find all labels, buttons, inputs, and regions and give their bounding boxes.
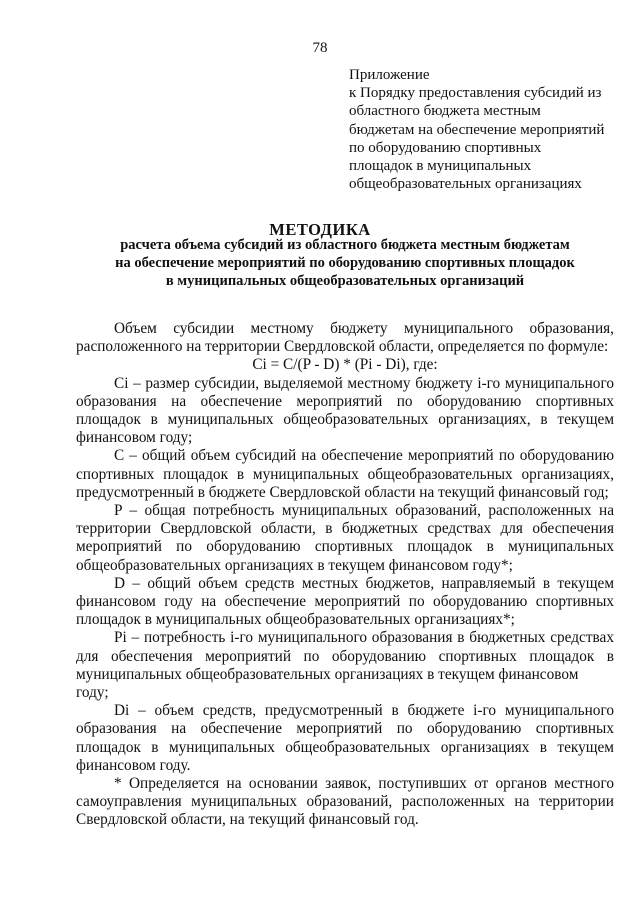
body-line: мероприятий по оборудованию спортивных площадок в муниципальных xyxy=(76,538,614,556)
body-line: финансовом году; xyxy=(76,429,193,447)
body-line: Объем субсидии местному бюджету муниципального образования, xyxy=(114,320,614,337)
subtitle-line: расчета объема субсидий из областного бюджета местным бюджетам xyxy=(120,237,570,253)
appendix-line: Приложение xyxy=(349,67,430,83)
body-line: C – общий объем субсидий на обеспечение мероприятий по оборудованию xyxy=(114,447,614,465)
appendix-line: бюджетам на обеспечение мероприятий xyxy=(349,121,605,138)
body-line: Di – объем средств, предусмотренный в бюджете i-го муниципального xyxy=(114,702,614,720)
body-line: финансовом году на обеспечение мероприятий по оборудованию спортивных xyxy=(76,593,614,611)
body-line: площадок в муниципальных общеобразовательных организациях, в текущем xyxy=(76,411,614,429)
appendix-line: областного бюджета местным xyxy=(349,103,541,120)
formula: Ci = C/(P - D) * (Pi - Di), где: xyxy=(252,356,438,374)
footnote-line: * Определяется на основании заявок, поступивших от органов местного xyxy=(114,775,614,793)
body-line: расположенного на территории Свердловской области, определяется по формуле: xyxy=(76,338,609,356)
body-line: муниципальных общеобразовательных организациях в текущем финансовом году; xyxy=(76,665,579,702)
footnote-line: Свердловской области, на текущий финансовый год. xyxy=(76,811,419,829)
body-line: общеобразовательных организациях в текущем финансовом году*; xyxy=(76,556,513,574)
body-line: площадок в муниципальных общеобразовательных организациях*; xyxy=(76,611,515,629)
document-body xyxy=(76,320,614,830)
appendix-line: по оборудованию спортивных xyxy=(349,139,542,156)
body-line: образования на обеспечение мероприятий по оборудованию спортивных xyxy=(76,720,614,738)
subtitle-line: в муниципальных общеобразовательных организаций xyxy=(165,273,525,289)
body-line: для обеспечения мероприятий по оборудованию спортивных площадок в xyxy=(76,647,614,665)
body-line: P – общая потребность муниципальных образований, расположенных на xyxy=(114,502,614,520)
body-line: Ci – размер субсидии, выделяемой местному бюджету i-го муниципального xyxy=(114,374,614,392)
subtitle-line: на обеспечение мероприятий по оборудованию спортивных площадок xyxy=(115,255,575,271)
document-title: МЕТОДИКА xyxy=(269,220,371,239)
page-number: 78 xyxy=(312,40,328,56)
footnote-line: самоуправления муниципальных образований, расположенных на территории xyxy=(76,793,614,811)
document-subtitle xyxy=(76,236,614,290)
appendix-line: площадок в муниципальных xyxy=(349,158,532,175)
appendix-note xyxy=(349,66,624,193)
body-line: спортивных площадок в муниципальных общеобразовательных организациях, xyxy=(76,465,614,483)
appendix-line: общеобразовательных организациях xyxy=(349,176,582,193)
body-line: территории Свердловской области, в бюджетных средствах для обеспечения xyxy=(76,520,614,538)
body-line: D – общий объем средств местных бюджетов, направляемый в текущем xyxy=(114,574,614,592)
body-line: Pi – потребность i-го муниципального образования в бюджетных средствах xyxy=(114,629,614,647)
body-line: образования на обеспечение мероприятий по оборудованию спортивных xyxy=(76,392,614,410)
body-line: финансовом году. xyxy=(76,756,191,774)
appendix-line: к Порядку предоставления субсидий из xyxy=(349,85,602,102)
body-line: предусмотренный в бюджете Свердловской области на текущий финансовый год; xyxy=(76,483,609,501)
body-line: площадок в муниципальных общеобразовательных организациях в текущем xyxy=(76,738,614,756)
